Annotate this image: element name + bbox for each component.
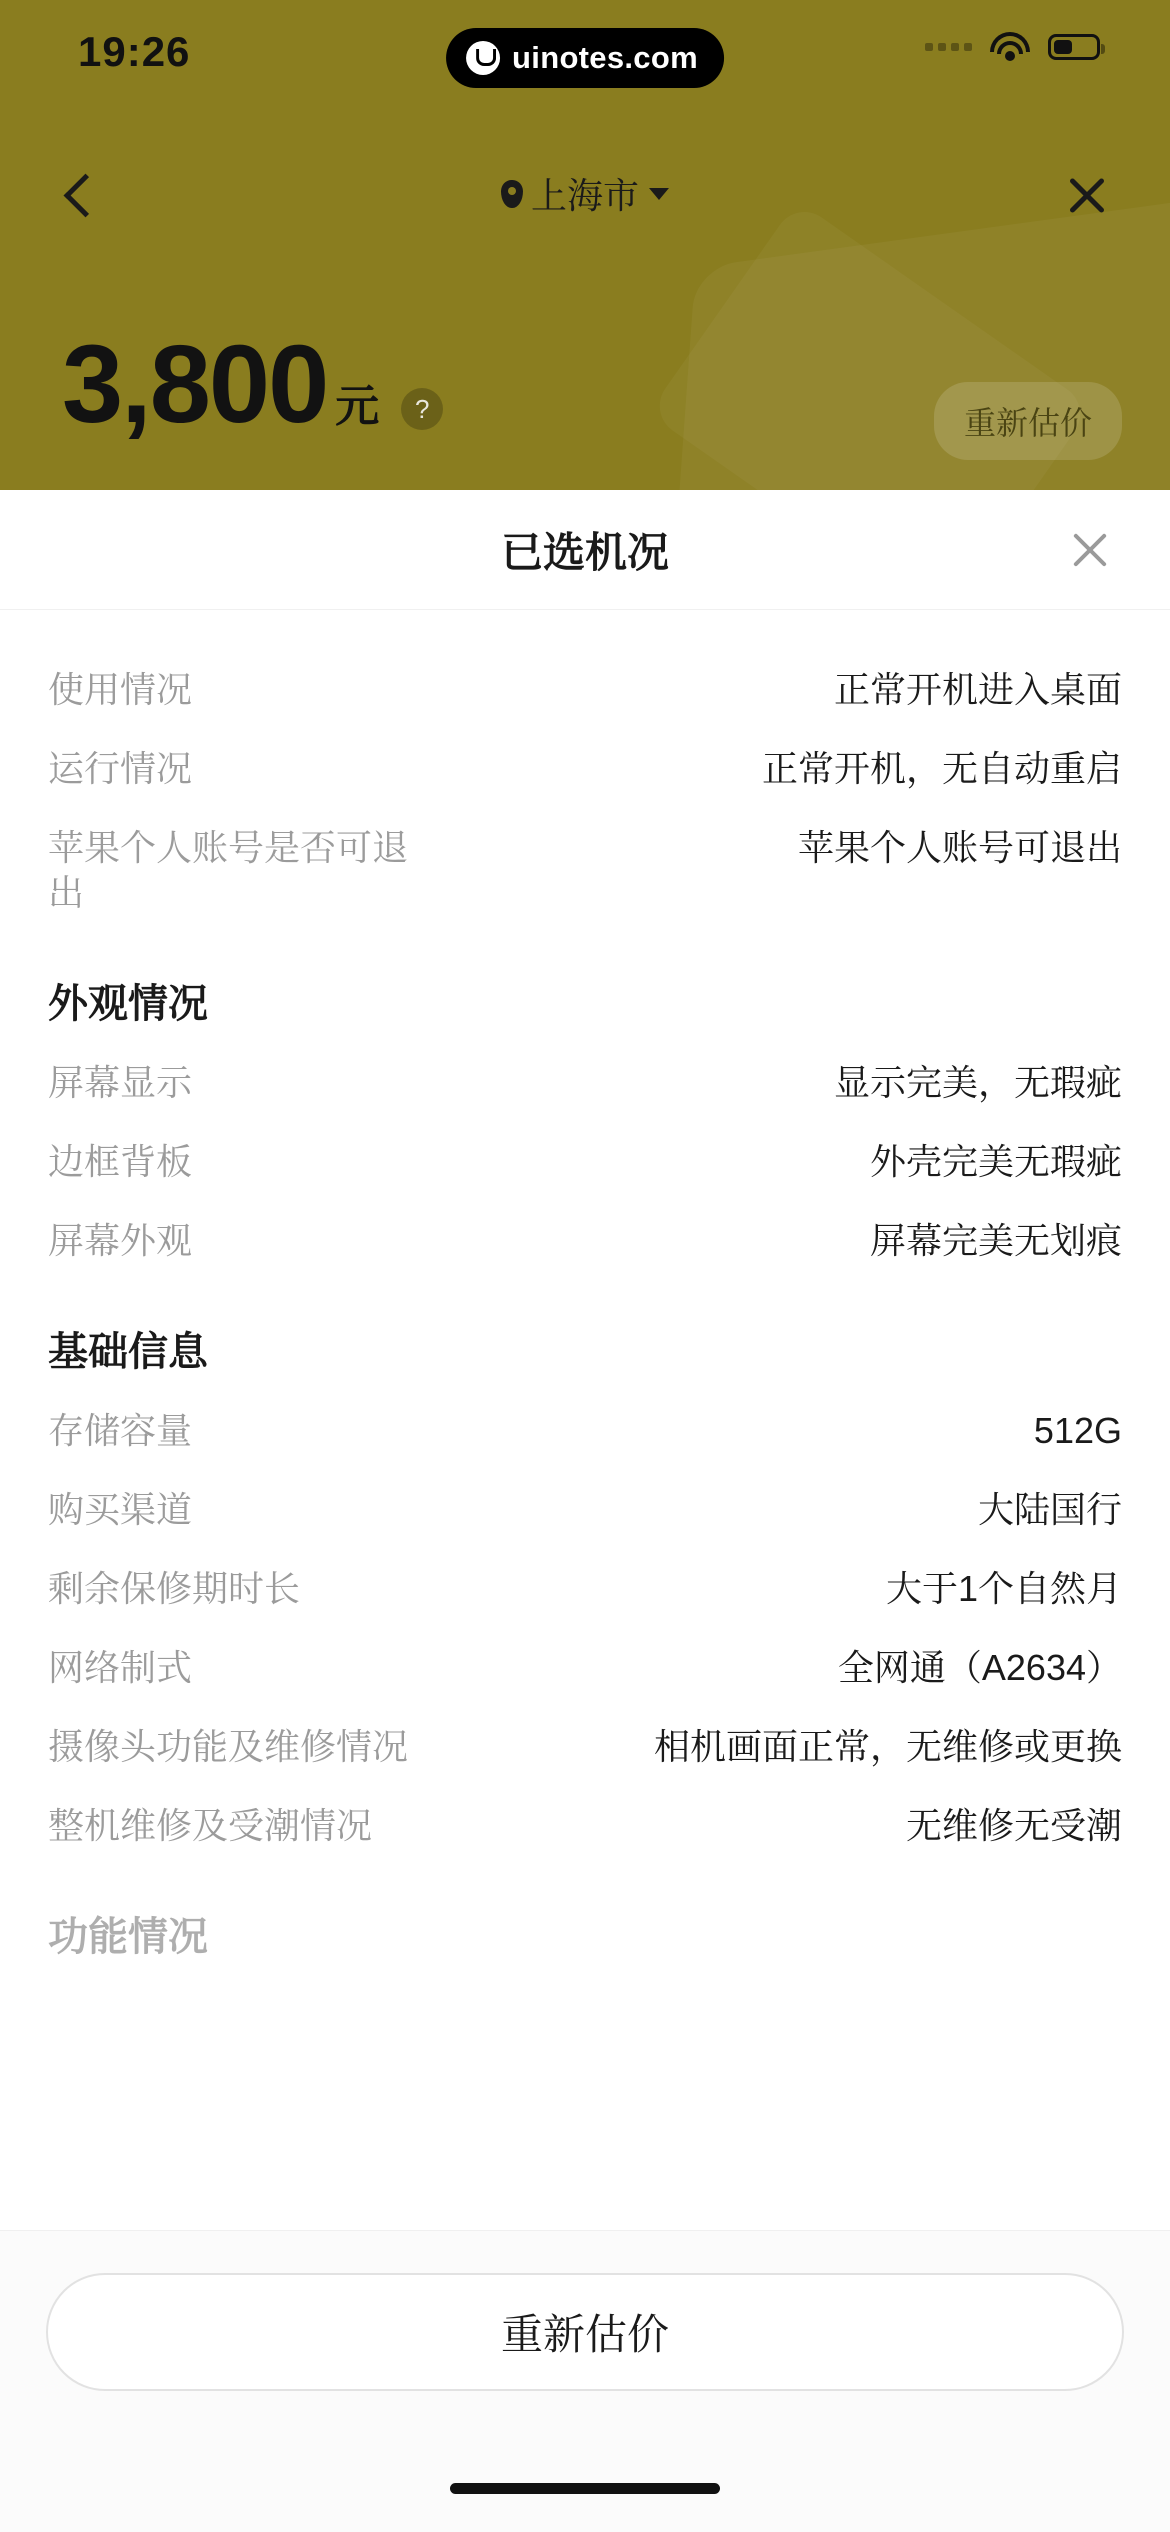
spec-label: 购买渠道 [48,1489,193,1530]
battery-icon [1048,34,1100,60]
city-selector[interactable] [501,168,669,219]
spec-label: 存储容量 [48,1410,193,1451]
spec-label: 网络制式 [48,1647,193,1688]
list-item [48,1391,1122,1470]
spec-value: 无维修无受潮 [905,1805,1122,1846]
status-bar [0,0,1170,120]
city-label: 上海市 [530,175,640,216]
list-item [48,1470,1122,1549]
spec-value: 正常开机进入桌面 [833,669,1122,710]
spec-value: 苹果个人账号可退出 [797,827,1122,868]
reestimate-button[interactable]: 重新估价 [46,2273,1124,2391]
list-item [48,1043,1122,1122]
spec-label: 整机维修及受潮情况 [48,1805,373,1846]
spec-value: 相机画面正常，无维修或更换 [653,1726,1122,1767]
estimated-price [62,323,443,446]
spec-value: 屏幕完美无划痕 [869,1220,1122,1261]
spec-label: 运行情况 [48,748,193,789]
spec-label: 使用情况 [48,669,193,710]
sheet-header [0,490,1170,610]
spec-value: 512G [1033,1410,1122,1451]
watermark-pill [446,28,724,88]
list-item [48,1707,1122,1786]
spec-value: 正常开机，无自动重启 [761,748,1122,789]
back-chevron-icon[interactable] [46,160,116,230]
valuation-header [0,0,1170,490]
location-pin-icon [501,180,523,208]
home-indicator [450,2483,720,2494]
spec-value: 显示完美，无瑕疵 [833,1062,1122,1103]
spec-label: 屏幕外观 [48,1220,193,1261]
spec-value: 大陆国行 [977,1489,1122,1530]
condition-list[interactable] [0,610,1170,2080]
list-item [48,1201,1122,1280]
list-item [48,1549,1122,1628]
spec-label: 苹果个人账号是否可退出 [48,827,409,913]
list-item [48,650,1122,729]
uinotes-logo-icon [466,41,500,75]
list-item [48,729,1122,808]
list-item [48,1628,1122,1707]
list-item [48,1122,1122,1201]
price-unit: 元 [335,382,380,431]
spec-label: 剩余保修期时长 [48,1568,301,1609]
spec-value: 大于1个自然月 [885,1568,1122,1609]
selected-condition-sheet [0,490,1170,2230]
nav-bar [0,150,1170,250]
chevron-down-icon [649,188,669,200]
signal-dots-icon [925,43,972,51]
list-item [48,808,1122,932]
bottom-action-bar [0,2230,1170,2532]
spec-label: 摄像头功能及维修情况 [48,1726,409,1767]
sheet-title: 已选机况 [500,529,670,576]
status-icons [925,32,1100,62]
watermark-label: uinotes.com [512,40,698,75]
status-time: 19:26 [78,28,191,75]
spec-label: 屏幕显示 [48,1062,193,1103]
section-title-basic: 基础信息 [48,1330,208,1374]
wifi-icon [990,32,1030,62]
spec-value: 外壳完美无瑕疵 [869,1141,1122,1182]
question-mark-icon[interactable]: ? [401,388,443,430]
close-icon[interactable] [1052,160,1122,230]
sheet-close-icon[interactable] [1062,522,1118,578]
section-title-function: 功能情况 [48,1915,208,1959]
spec-label: 边框背板 [48,1141,193,1182]
price-value: 3,800 [62,323,328,446]
list-item [48,1786,1122,1865]
spec-value: 全网通（A2634） [837,1647,1122,1688]
section-title-appearance: 外观情况 [48,982,208,1026]
reestimate-chip[interactable]: 重新估价 [934,382,1122,460]
